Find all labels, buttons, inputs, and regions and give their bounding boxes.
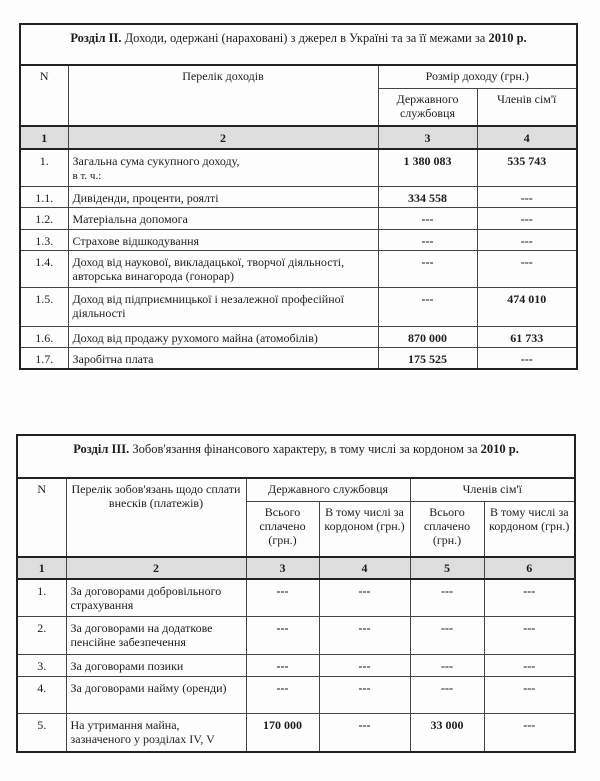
family-abroad: --- bbox=[484, 676, 575, 713]
row-label: Доход від підприємницької і незалежної професійної діяльності bbox=[68, 287, 378, 326]
servant-value: 334 558 bbox=[378, 186, 477, 207]
section2-title-year: 2010 bbox=[488, 31, 514, 45]
family-total: --- bbox=[410, 676, 484, 713]
obligations-table bbox=[16, 434, 576, 753]
table-row bbox=[17, 654, 575, 676]
row-number: 1.2. bbox=[20, 207, 68, 229]
servant-value: --- bbox=[378, 207, 477, 229]
servant-value: --- bbox=[378, 287, 477, 326]
col-number: 5 bbox=[410, 557, 484, 579]
col-number: 2 bbox=[68, 126, 378, 149]
row-label: За договорами на додаткове пенсійне забезпечення bbox=[66, 616, 246, 654]
family-value: --- bbox=[477, 207, 577, 229]
row-label: Заробітна плата bbox=[68, 347, 378, 369]
table-row bbox=[20, 250, 577, 287]
header-family-total: Всього сплачено (грн.) bbox=[410, 501, 484, 557]
row-label: На утримання майна, зазначеного у розділах IV, V bbox=[66, 713, 246, 752]
table-row bbox=[17, 713, 575, 752]
family-value: --- bbox=[477, 250, 577, 287]
header-family: Членів сім'ї bbox=[410, 478, 575, 501]
col-number: 3 bbox=[246, 557, 319, 579]
header-obligations-list: Перелік зобов'язань щодо сплати внесків (платежів) bbox=[66, 478, 246, 557]
col-number: 1 bbox=[20, 126, 68, 149]
section2-title-text: Доходи, одержані (нараховані) з джерел в Україні та за її межами за bbox=[121, 31, 489, 45]
header-servant-total: Всього сплачено (грн.) bbox=[246, 501, 319, 557]
section3-title-prefix: Розділ III. bbox=[73, 442, 130, 456]
servant-total: --- bbox=[246, 676, 319, 713]
servant-total: --- bbox=[246, 616, 319, 654]
header-servant-abroad: В тому числі за кордоном (грн.) bbox=[319, 501, 410, 557]
section3-title-text: Зобов'язання фінансового характеру, в тому числі за кордоном за bbox=[129, 442, 481, 456]
row-number: 3. bbox=[17, 654, 66, 676]
header-family: Членів сім'ї bbox=[477, 88, 577, 126]
family-value: 61 733 bbox=[477, 326, 577, 347]
row-number: 5. bbox=[17, 713, 66, 752]
section3-title-suffix: р. bbox=[505, 442, 519, 456]
section2-title bbox=[20, 24, 577, 65]
servant-abroad: --- bbox=[319, 579, 410, 616]
family-value: 474 010 bbox=[477, 287, 577, 326]
servant-total: --- bbox=[246, 579, 319, 616]
servant-value: 1 380 083 bbox=[378, 149, 477, 186]
header-n: N bbox=[20, 65, 68, 126]
header-income-amount: Розмір доходу (грн.) bbox=[378, 65, 577, 88]
row-sublabel: в т. ч.: bbox=[72, 170, 102, 182]
row-number: 1.1. bbox=[20, 186, 68, 207]
row-label: Страхове відшкодування bbox=[68, 229, 378, 250]
row-label: За договорами добровільного страхування bbox=[66, 579, 246, 616]
header-n: N bbox=[17, 478, 66, 557]
family-total: --- bbox=[410, 579, 484, 616]
row-label bbox=[68, 149, 378, 186]
row-label-main: Загальна сума сукупного доходу, bbox=[72, 154, 240, 168]
family-total: --- bbox=[410, 616, 484, 654]
table-row bbox=[17, 616, 575, 654]
servant-value: 870 000 bbox=[378, 326, 477, 347]
row-label: За договорами позики bbox=[66, 654, 246, 676]
family-total: --- bbox=[410, 654, 484, 676]
col-number: 6 bbox=[484, 557, 575, 579]
table-row bbox=[20, 287, 577, 326]
header-income-list: Перелік доходів bbox=[68, 65, 378, 126]
family-abroad: --- bbox=[484, 654, 575, 676]
servant-total: --- bbox=[246, 654, 319, 676]
row-number: 4. bbox=[17, 676, 66, 713]
family-value: 535 743 bbox=[477, 149, 577, 186]
col-number: 3 bbox=[378, 126, 477, 149]
family-abroad: --- bbox=[484, 713, 575, 752]
row-number: 1.7. bbox=[20, 347, 68, 369]
header-servant: Державного службовця bbox=[246, 478, 410, 501]
family-total: 33 000 bbox=[410, 713, 484, 752]
row-number: 1.4. bbox=[20, 250, 68, 287]
row-number: 1.5. bbox=[20, 287, 68, 326]
col-number: 4 bbox=[477, 126, 577, 149]
column-number-row bbox=[20, 126, 577, 149]
family-value: --- bbox=[477, 186, 577, 207]
col-number: 2 bbox=[66, 557, 246, 579]
header-family-abroad: В тому числі за кордоном (грн.) bbox=[484, 501, 575, 557]
servant-abroad: --- bbox=[319, 654, 410, 676]
family-abroad: --- bbox=[484, 579, 575, 616]
table-row bbox=[20, 186, 577, 207]
col-number: 1 bbox=[17, 557, 66, 579]
table-row bbox=[20, 347, 577, 369]
table-row bbox=[17, 676, 575, 713]
income-table bbox=[19, 23, 578, 370]
table-row bbox=[17, 579, 575, 616]
family-value: --- bbox=[477, 347, 577, 369]
row-number: 1.6. bbox=[20, 326, 68, 347]
servant-abroad: --- bbox=[319, 713, 410, 752]
row-number: 2. bbox=[17, 616, 66, 654]
servant-total: 170 000 bbox=[246, 713, 319, 752]
header-servant: Державного службовця bbox=[378, 88, 477, 126]
section3-title bbox=[17, 435, 575, 478]
section2-title-prefix: Розділ II. bbox=[70, 31, 122, 45]
servant-abroad: --- bbox=[319, 676, 410, 713]
row-label: Матеріальна допомога bbox=[68, 207, 378, 229]
section2-title-suffix: р. bbox=[513, 31, 527, 45]
row-label: Доход від наукової, викладацької, творчої діяльності, авторська винагорода (гонорар) bbox=[68, 250, 378, 287]
table-row bbox=[20, 229, 577, 250]
col-number: 4 bbox=[319, 557, 410, 579]
servant-value: --- bbox=[378, 250, 477, 287]
table-row bbox=[20, 326, 577, 347]
row-number: 1. bbox=[20, 149, 68, 186]
row-label: Доход від продажу рухомого майна (атомобілів) bbox=[68, 326, 378, 347]
row-label: За договорами найму (оренди) bbox=[66, 676, 246, 713]
servant-value: --- bbox=[378, 229, 477, 250]
servant-value: 175 525 bbox=[378, 347, 477, 369]
family-value: --- bbox=[477, 229, 577, 250]
section3-title-year: 2010 bbox=[480, 442, 506, 456]
table-row bbox=[20, 207, 577, 229]
column-number-row bbox=[17, 557, 575, 579]
family-abroad: --- bbox=[484, 616, 575, 654]
table-row bbox=[20, 149, 577, 186]
row-number: 1.3. bbox=[20, 229, 68, 250]
row-number: 1. bbox=[17, 579, 66, 616]
row-label: Дивіденди, проценти, роялті bbox=[68, 186, 378, 207]
servant-abroad: --- bbox=[319, 616, 410, 654]
